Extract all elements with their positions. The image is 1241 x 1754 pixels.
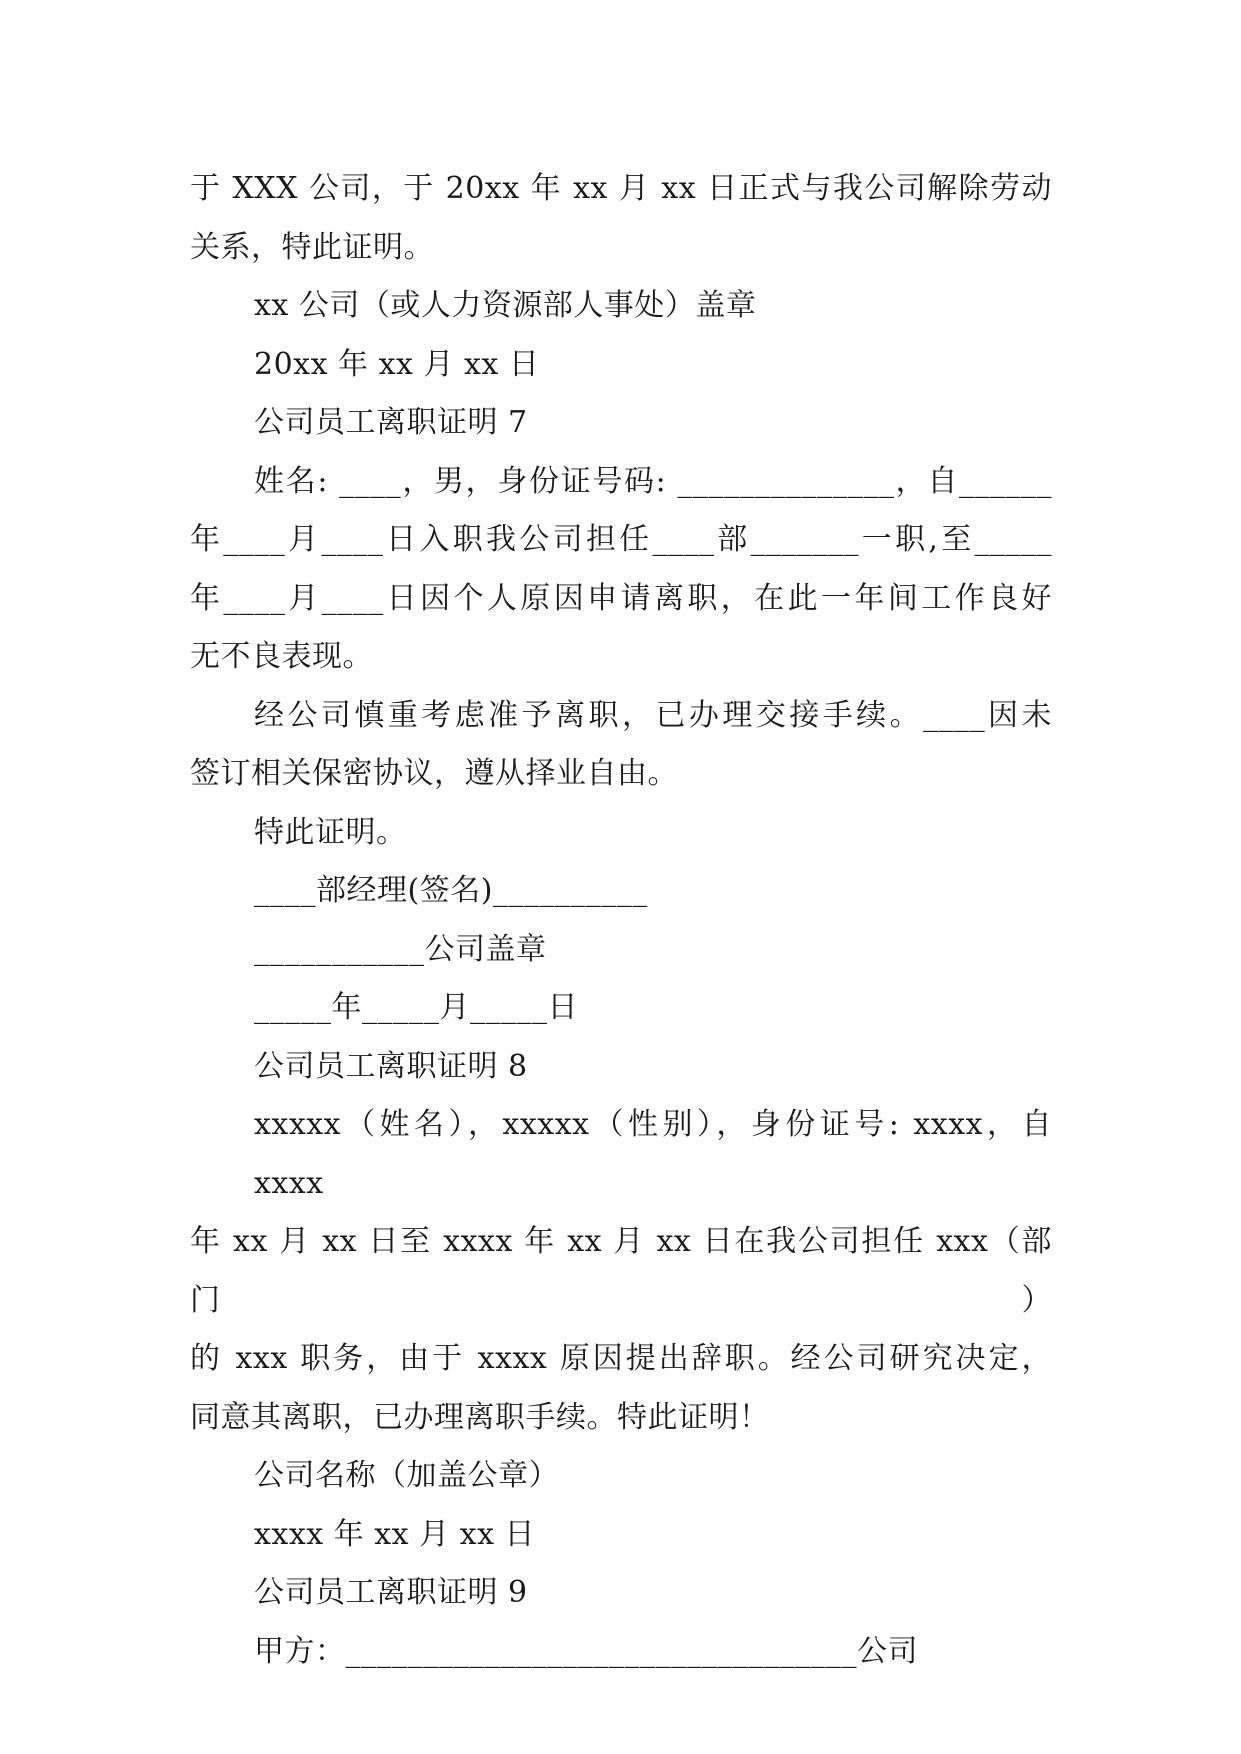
paragraph-line: 无不良表现。 xyxy=(190,639,373,674)
company-seal-line: xx 公司（或人力资源部人事处）盖章 xyxy=(254,288,757,323)
paragraph-line: 的 xxx 职务，由于 xxxx 原因提出辞职。经公司研究决定， xyxy=(190,1341,1052,1376)
paragraph-line: 签订相关保密协议，遵从择业自由。 xyxy=(190,756,678,791)
company-seal-line: ___________公司盖章 xyxy=(254,931,547,967)
date-line: xxxx 年 xx 月 xx 日 xyxy=(254,1516,536,1552)
paragraph-line: 经公司慎重考虑准予离职，已办理交接手续。____因未 xyxy=(254,697,1052,733)
section-heading: 公司员工离职证明 8 xyxy=(254,1048,528,1084)
date-line: 20xx 年 xx 月 xx 日 xyxy=(254,346,540,382)
paragraph-line: 年____月____日入职我公司担任____部_______一职,至_____ xyxy=(190,522,1052,557)
paragraph-line: 于 XXX 公司，于 20xx 年 xx 月 xx 日正式与我公司解除劳动 xyxy=(190,171,1052,206)
paragraph-line: xxxxx（姓名），xxxxx（性别），身份证号: xxxx，自 xxxx xyxy=(254,1107,1052,1201)
paragraph-line: 年 xx 月 xx 日至 xxxx 年 xx 月 xx 日在我公司担任 xxx（部门） xyxy=(190,1224,1052,1318)
document-body xyxy=(190,160,1052,1681)
date-line: _____年_____月_____日 xyxy=(254,990,578,1025)
party-a-line: 甲方：_________________________________公司 xyxy=(254,1633,918,1669)
paragraph-line: 同意其离职，已办理离职手续。特此证明！ xyxy=(190,1399,770,1435)
paragraph-line: 姓名: ____，男，身份证号码: ______________，自______ xyxy=(254,463,1052,499)
company-seal-line: 公司名称（加盖公章） xyxy=(254,1458,559,1493)
section-heading: 公司员工离职证明 7 xyxy=(254,405,528,440)
paragraph-line: 特此证明。 xyxy=(254,814,407,850)
paragraph-line: 关系，特此证明。 xyxy=(190,229,434,265)
section-heading: 公司员工离职证明 9 xyxy=(254,1575,528,1610)
signature-line: ____部经理(签名)__________ xyxy=(254,873,648,908)
paragraph-line: 年____月____日因个人原因申请离职，在此一年间工作良好 xyxy=(190,580,1052,616)
